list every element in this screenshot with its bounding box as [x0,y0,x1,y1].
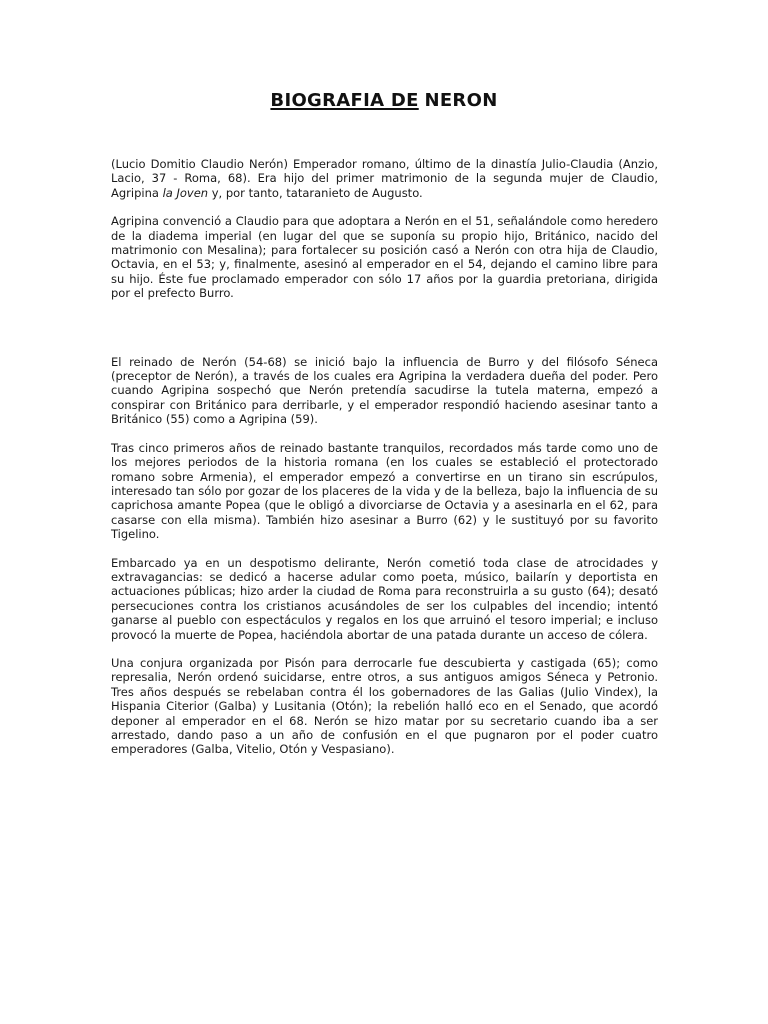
document-title [0,90,768,112]
paragraph-tyranny: Tras cinco primeros años de reinado bastante tranquilos, recordados más tarde como uno de los mejores periodos de la historia romana (en los cuales se estableció el protectorado romano sobre Armenia), el emperador empezó a convertirse en un tirano sin escrúpulos, interesado tan sólo por gozar de los placeres de la vida y de la belleza, bajo la influencia de su caprichosa amante Popea (que le obligó a divorciarse de Octavia y a asesinarla en el 62, para casarse con ella misma). También hizo asesinar a Burro (62) y le sustituyó por su favorito Tigelino. [111,440,658,542]
paragraph-intro [111,157,658,200]
paragraph-adoption: Agripina convenció a Claudio para que adoptara a Nerón en el 51, señalándole como heredero de la diadema imperial (en lugar del que se suponía su propio hijo, Británico, nacido del matrimonio con Mesalina); para fortalecer su posición casó a Nerón con otra hija de Claudio, Octavia, en el 53; y, finalmente, asesinó al emperador en el 54, dejando el camino libre para su hijo. Éste fue proclamado emperador con sólo 17 años por la guardia pretoriana, dirigida por el prefecto Burro. [111,214,658,301]
paragraph-reign: El reinado de Nerón (54-68) se inició bajo la influencia de Burro y del filósofo Séneca (preceptor de Nerón), a través de los cuales era Agripina la verdadera dueña del poder. Pero cuando Agripina sospechó que Nerón pretendía sacudirse la tutela materna, empezó a conspirar con Británico para derribarle, y el emperador respondió haciendo asesinar tanto a Británico (55) como a Agripina (59). [111,354,658,427]
paragraph-intro-emphasis: la Joven [162,185,209,200]
paragraph-intro-text: (Lucio Domitio Claudio Nerón) Emperador romano, último de la dinastía Julio-Claudia (Anzio, Lacio, 37 - Roma, 68). Era hijo del primer matrimonio de la segunda mujer de Claudio, Agripina [111,157,658,200]
paragraph-conspiracy: Una conjura organizada por Pisón para derrocarle fue descubierta y castigada (65); como represalia, Nerón ordenó suicidarse, entre otros, a sus antiguos amigos Séneca y Petronio. Tres años después se rebelaban contra él los gobernadores de las Galias (Julio Vindex), la Hispania Citerior (Galba) y Lusitania (Otón); la rebelión halló eco en el Senado, que acordó deponer al emperador en el 68. Nerón se hizo matar por su secretario cuando iba a ser arrestado, dando paso a un año de confusión en el que pugnaron por el poder cuatro emperadores (Galba, Vitelio, Otón y Vespasiano). [111,655,658,757]
title-part-1: BIOGRAFIA DE [270,90,419,111]
document-body [111,157,658,757]
paragraph-intro-tail: y, por tanto, tataranieto de Augusto. [208,185,423,200]
title-part-2: NERON [424,90,498,111]
paragraph-despotism: Embarcado ya en un despotismo delirante, Nerón cometió toda clase de atrocidades y extravagancias: se dedicó a hacerse adular como poeta, músico, bailarín y deportista en actuaciones públicas; hizo arder la ciudad de Roma para reconstruirla a su gusto (64); desató persecuciones contra los cristianos acusándoles de ser los culpables del incendio; intentó ganarse al pueblo con espectáculos y regalos en los que arruinó el tesoro imperial; e incluso provocó la muerte de Popea, haciéndola abortar de una patada durante un acceso de cólera. [111,555,658,642]
